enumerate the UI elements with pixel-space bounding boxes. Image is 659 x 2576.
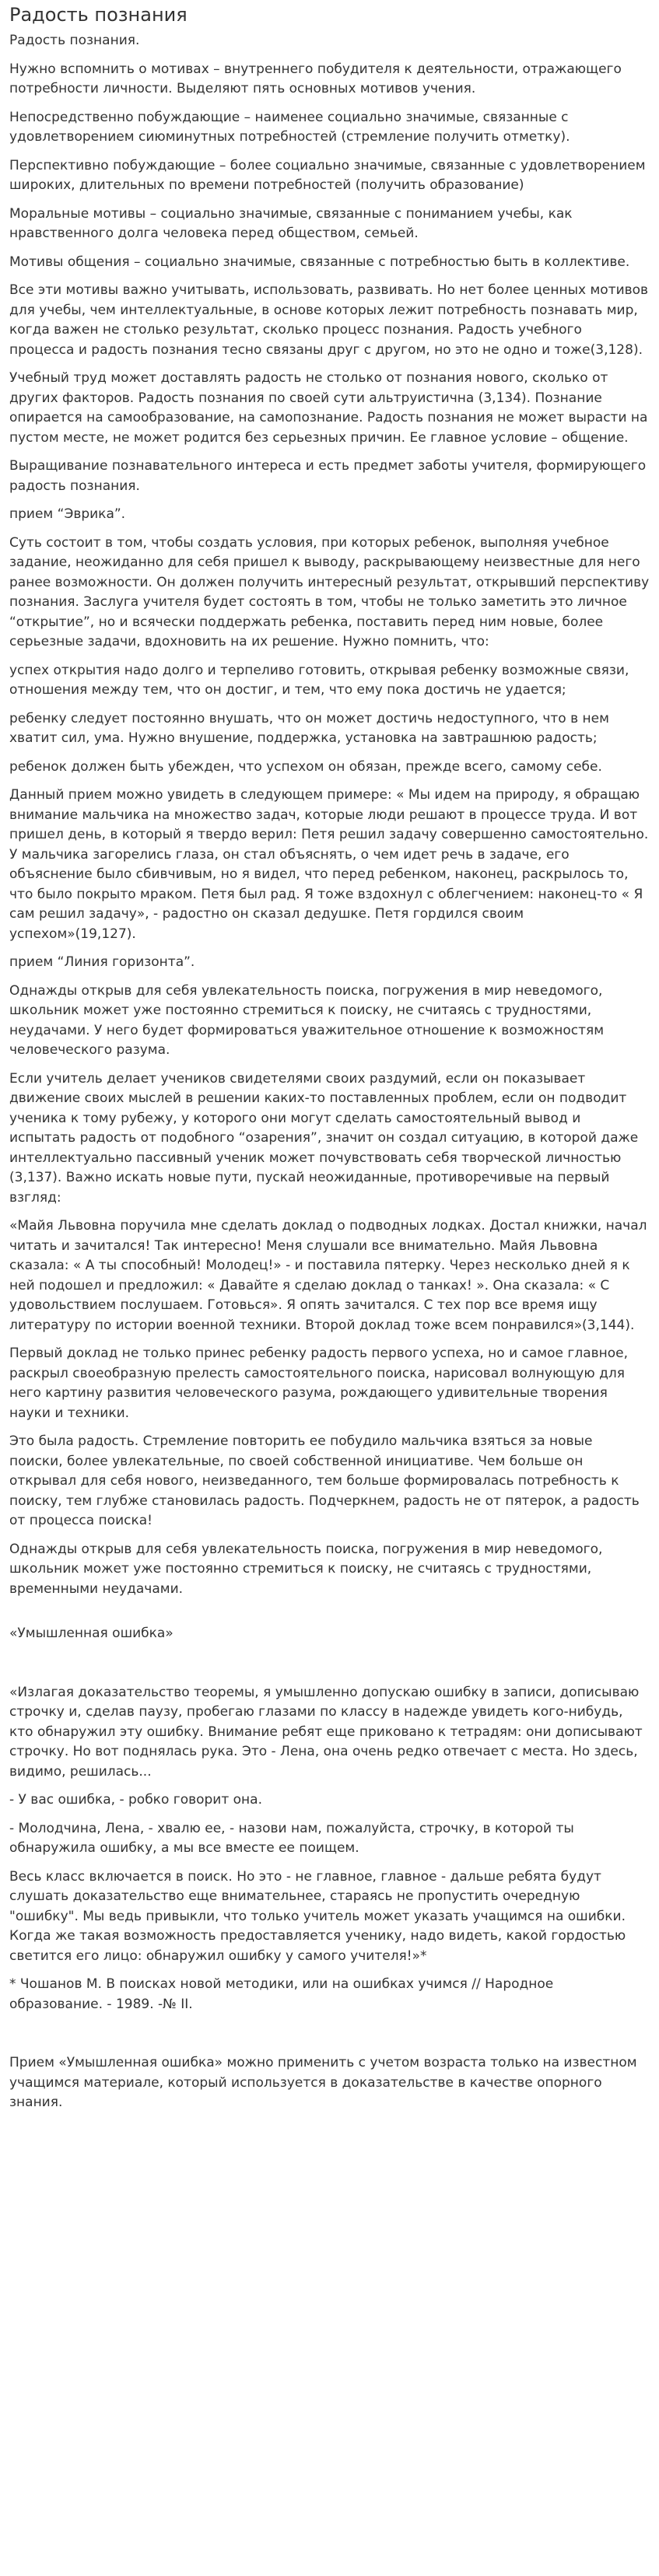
paragraph: Учебный труд может доставлять радость не столько от познания нового, сколько от других факторов. Радость познания по своей сути альтруистична (3,134). Познание опирается на самообразование, на самопознание. Радость познания не может вырасти на пустом месте, не может родится без серьезных причин. Ее главное условие – общение. — [9, 370, 648, 446]
paragraph: Непосредственно побуждающие – наименее социально значимые, связанные с удовлетворением сиюминутных потребностей (стремление получить отметку). — [9, 109, 570, 145]
article — [0, 3, 659, 2113]
paragraph: Моральные мотивы – социально значимые, связанные с пониманием учебы, как нравственного долга человека перед обществом, семьей. — [9, 205, 573, 241]
paragraph: Первый доклад не только принес ребенку радость первого успеха, но и самое главное, раскрыл своеобразную прелесть самостоятельного поиска, нарисовал волнующую для него картину развития человеческого разума, рождающего удивительные творения науки и техники. — [9, 1346, 629, 1421]
paragraph: Нужно вспомнить о мотивах – внутреннего побудителя к деятельности, отражающего потребности личности. Выделяют пять основных мотивов учения. — [9, 61, 622, 96]
paragraph: Однажды открыв для себя увлекательность поиска, погружения в мир неведомого, школьник может уже постоянно стремиться к поиску, не считаясь с трудностями, неудачами. У него будет формироваться уважительное отношение к возможностям человеческого разума. — [9, 982, 605, 1058]
dialogue-line: - Молодчина, Лена, - хвалю ее, - назови нам, пожалуйста, строчку, в которой ты обнаружила ошибку, а мы все вместе ее поищем. — [9, 1820, 574, 1856]
paragraph: Выращивание познавательного интереса и есть предмет заботы учителя, формирующего радость познания. — [9, 458, 647, 494]
technique-heading-deliberate-mistake: «Умышленная ошибка» — [9, 1626, 174, 1641]
paragraph-subtitle: Радость познания. — [9, 33, 140, 48]
paragraph: Если учитель делает учеников свидетелями своих раздумий, если он показывает движение своих мыслей в решении каких-то поставленных проблем, если он подводит ученика к тому рубежу, у которого они могут сделать самостоятельный вывод и испытать радость от подобного “озарения”, значит он создал ситуацию, в которой даже интеллектуально пассивный ученик может почувствовать себя творческой личностью (3,137). Важно искать новые пути, пускай неожиданные, противоречивые на первый взгляд: — [9, 1070, 639, 1206]
dialogue-line: - У вас ошибка, - робко говорит она. — [9, 1792, 262, 1808]
paragraph: Прием «Умышленная ошибка» можно применить с учетом возраста только на известном учащимся материале, который используется в доказательстве в качестве опорного знания. — [9, 2055, 637, 2110]
paragraph: Мотивы общения – социально значимые, связанные с потребностью быть в коллективе. — [9, 254, 630, 270]
page-title: Радость познания — [9, 4, 188, 26]
paragraph: Перспективно побуждающие – более социально значимые, связанные с удовлетворением широких, длительных по времени потребностей (получить образование) — [9, 157, 646, 193]
technique-heading-eureka: прием “Эврика”. — [9, 506, 126, 522]
paragraph: Однажды открыв для себя увлекательность поиска, погружения в мир неведомого, школьник может уже постоянно стремиться к поиску, не считаясь с трудностями, временными неудачами. — [9, 1541, 603, 1597]
paragraph: ребенок должен быть убежден, что успехом он обязан, прежде всего, самому себе. — [9, 758, 602, 775]
technique-heading-horizon: прием “Линия горизонта”. — [9, 954, 195, 970]
paragraph: Это была радость. Стремление повторить ее побудило мальчика взяться за новые поиски, более увлекательные, по своей собственной инициативе. Чем больше он открывал для себя нового, неизведанного, тем больше формировалась потребность к поиску, тем глубже становилась радость. Подчеркнем, радость не от пятерок, а радость от процесса поиска! — [9, 1433, 640, 1528]
paragraph: ребенку следует постоянно внушать, что он может достичь недоступного, что в нем хватит сил, ума. Нужно внушение, поддержка, установка на завтрашнюю радость; — [9, 710, 609, 746]
paragraph: Данный прием можно увидеть в следующем примере: « Мы идем на природу, я обращаю внимание мальчика на множество задач, которые люди решают в процессе труда. И вот пришел день, в который я твердо верил: Петя решил задачу совершенно самостоятельно. У мальчика загорелись глаза, он стал объяснять, о чем идет речь в задаче, его объяснение было сбивчивым, но я видел, что перед ребенком, наконец, раскрылось то, что было покрыто мраком. Петя был рад. Я тоже вздохнул с облегчением: наконец-то « Я сам решил задачу», - радостно он сказал дедушке. Петя гордился своим успехом»(19,127). — [9, 787, 649, 942]
footnote: * Чошанов М. В поисках новой методики, или на ошибках учимся // Народное образование. - 1989. -№ II. — [9, 1976, 554, 2012]
paragraph: Все эти мотивы важно учитывать, использовать, развивать. Но нет более ценных мотивов для учебы, чем интеллектуальные, в основе которых лежит потребность познавать мир, когда важен не столько результат, сколько процесс познания. Радость учебного процесса и радость познания тесно связаны друг с другом, но это не одно и тоже(3,128). — [9, 282, 649, 358]
paragraph: успех открытия надо долго и терпеливо готовить, открывая ребенку возможные связи, отношения между тем, что он достиг, и тем, что ему пока достичь не удается; — [9, 662, 629, 698]
paragraph: Суть состоит в том, чтобы создать условия, при которых ребенок, выполняя учебное задание, неожиданно для себя пришел к выводу, раскрывающему неизвестные для него ранее возможности. Он должен получить интересный результат, открывший перспективу познания. Заслуга учителя будет состоять в том, чтобы не только заметить это личное “открытие”, но и всячески поддержать ребенка, поставить перед ним новые, более серьезные задачи, вдохновить на их решение. Нужно помнить, что: — [9, 534, 650, 649]
paragraph: Весь класс включается в поиск. Но это - не главное, главное - дальше ребята будут слушать доказательство еще внимательнее, стараясь не пропустить очередную "ошибку". Мы ведь привыкли, что только учитель может указать учащимся на ошибки. Когда же такая возможность предоставляется ученику, надо видеть, какой гордостью светится его лицо: обнаружил ошибку у самого учителя!»* — [9, 1868, 626, 1964]
quote-paragraph: «Излагая доказательство теоремы, я умышленно допускаю ошибку в записи, дописываю строчку и, сделав паузу, пробегаю глазами по классу в надежде увидеть кого-нибудь, кто обнаружил эту ошибку. Внимание ребят еще приковано к тетрадям: они дописывают строчку. Но вот поднялась рука. Это - Лена, она очень редко отвечает с места. Но здесь, видимо, решилась... — [9, 1684, 643, 1780]
quote-paragraph: «Майя Львовна поручила мне сделать доклад о подводных лодках. Достал книжки, начал читать и зачитался! Так интересно! Меня слушали все внимательно. Майя Львовна сказала: « А ты способный! Молодец!» - и поставила пятерку. Через несколько дней я к ней подошел и предложил: « Давайте я сделаю доклад о танках! ». Она сказала: « С удовольствием послушаем. Готовься». Я опять зачитался. С тех пор все время ищу литературу по истории военной техники. Второй доклад тоже всем понравился»(3,144). — [9, 1218, 647, 1333]
